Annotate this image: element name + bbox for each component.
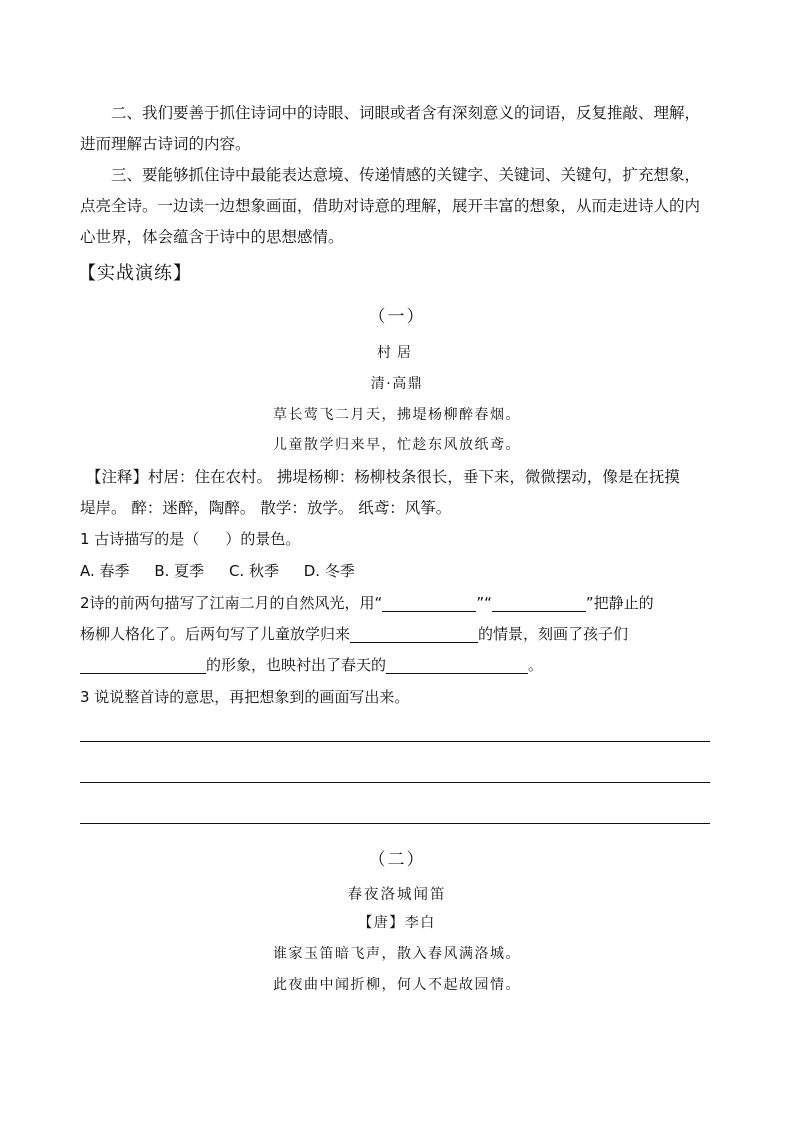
part1-q1-options — [80, 560, 375, 581]
section-title: 【实战演练】 — [78, 263, 192, 284]
q1-option-b[interactable]: B. 夏季 — [154, 562, 205, 580]
part1-question-2-line-2 — [80, 623, 628, 644]
part2-poem-line-2: 此夜曲中闻折柳，何人不起故园情。 — [273, 977, 521, 993]
q2-blank-2[interactable] — [492, 593, 586, 612]
q1-text-before: 1 古诗描写的是（ — [80, 530, 200, 548]
q2-text-3: ”把静止的 — [585, 594, 654, 612]
part1-question-2-line-1 — [80, 592, 654, 613]
q2-blank-4[interactable] — [80, 655, 206, 674]
q2-text-1: 2诗的前两句描写了江南二月的自然风光，用“ — [80, 594, 383, 612]
part1-poem-line-1: 草长莺飞二月天，拂堤杨柳醉春烟。 — [273, 407, 521, 423]
intro-paragraph-2: 二、我们要善于抓住诗词中的诗眼、词眼或者含有深刻意义的词语，反复推敲、理解，进而理解古诗词的内容。 — [80, 104, 701, 153]
part1-poem-title: 村居 — [377, 345, 417, 361]
q2-text-5: 的情景，刻画了孩子们 — [478, 625, 629, 643]
q2-blank-3[interactable] — [350, 624, 478, 643]
answer-line-2[interactable] — [80, 782, 710, 783]
intro-paragraph-3: 三、要能够抓住诗中最能表达意境、传递情感的关键字、关键词、关键句，扩充想象，点亮全诗。一边读一边想象画面，借助对诗意的理解，展开丰富的想象，从而走进诗人的内心世界，体会蕴含于诗中的思想感情。 — [80, 166, 701, 246]
q1-text-after: ）的景色。 — [225, 530, 301, 548]
q2-text-6: 的形象，也映衬出了春天的 — [206, 656, 387, 674]
part2-poem-line-1: 谁家玉笛暗飞声，散入春风满洛城。 — [273, 946, 521, 962]
q2-text-4: 杨柳人格化了。后两句写了儿童放学归来 — [80, 625, 351, 643]
part1-number: （一） — [368, 307, 426, 327]
part2-author: 【唐】李白 — [358, 915, 436, 931]
answer-line-1[interactable] — [80, 741, 710, 742]
q2-blank-1[interactable] — [382, 593, 476, 612]
part1-note-line-1: 【注释】村居：住在农村。 拂堤杨柳：杨柳枝条很长，垂下来，微微摆动，像是在抚摸 — [86, 468, 680, 486]
q1-option-c[interactable]: C. 秋季 — [228, 562, 279, 580]
q2-text-2: ”“ — [476, 594, 492, 612]
part1-note-line-2: 堤岸。 醉：迷醉，陶醉。 散学：放学。 纸鸢：风筝。 — [80, 499, 452, 517]
part1-poem-line-2: 儿童散学归来早，忙趁东风放纸鸢。 — [273, 437, 521, 453]
part2-poem-title: 春夜洛城闻笛 — [347, 887, 447, 903]
answer-line-3[interactable] — [80, 823, 710, 824]
part1-question-2-line-3 — [80, 654, 543, 675]
q2-text-7: 。 — [528, 656, 544, 674]
part1-author: 清·高鼎 — [370, 376, 424, 392]
part2-number: （二） — [368, 850, 426, 870]
q1-option-d[interactable]: D. 冬季 — [303, 562, 355, 580]
part1-question-3: 3 说说整首诗的意思，再把想象到的画面写出来。 — [80, 688, 410, 706]
q2-blank-5[interactable] — [386, 655, 528, 674]
part1-question-1 — [80, 528, 300, 549]
q1-option-a[interactable]: A. 春季 — [80, 562, 130, 580]
